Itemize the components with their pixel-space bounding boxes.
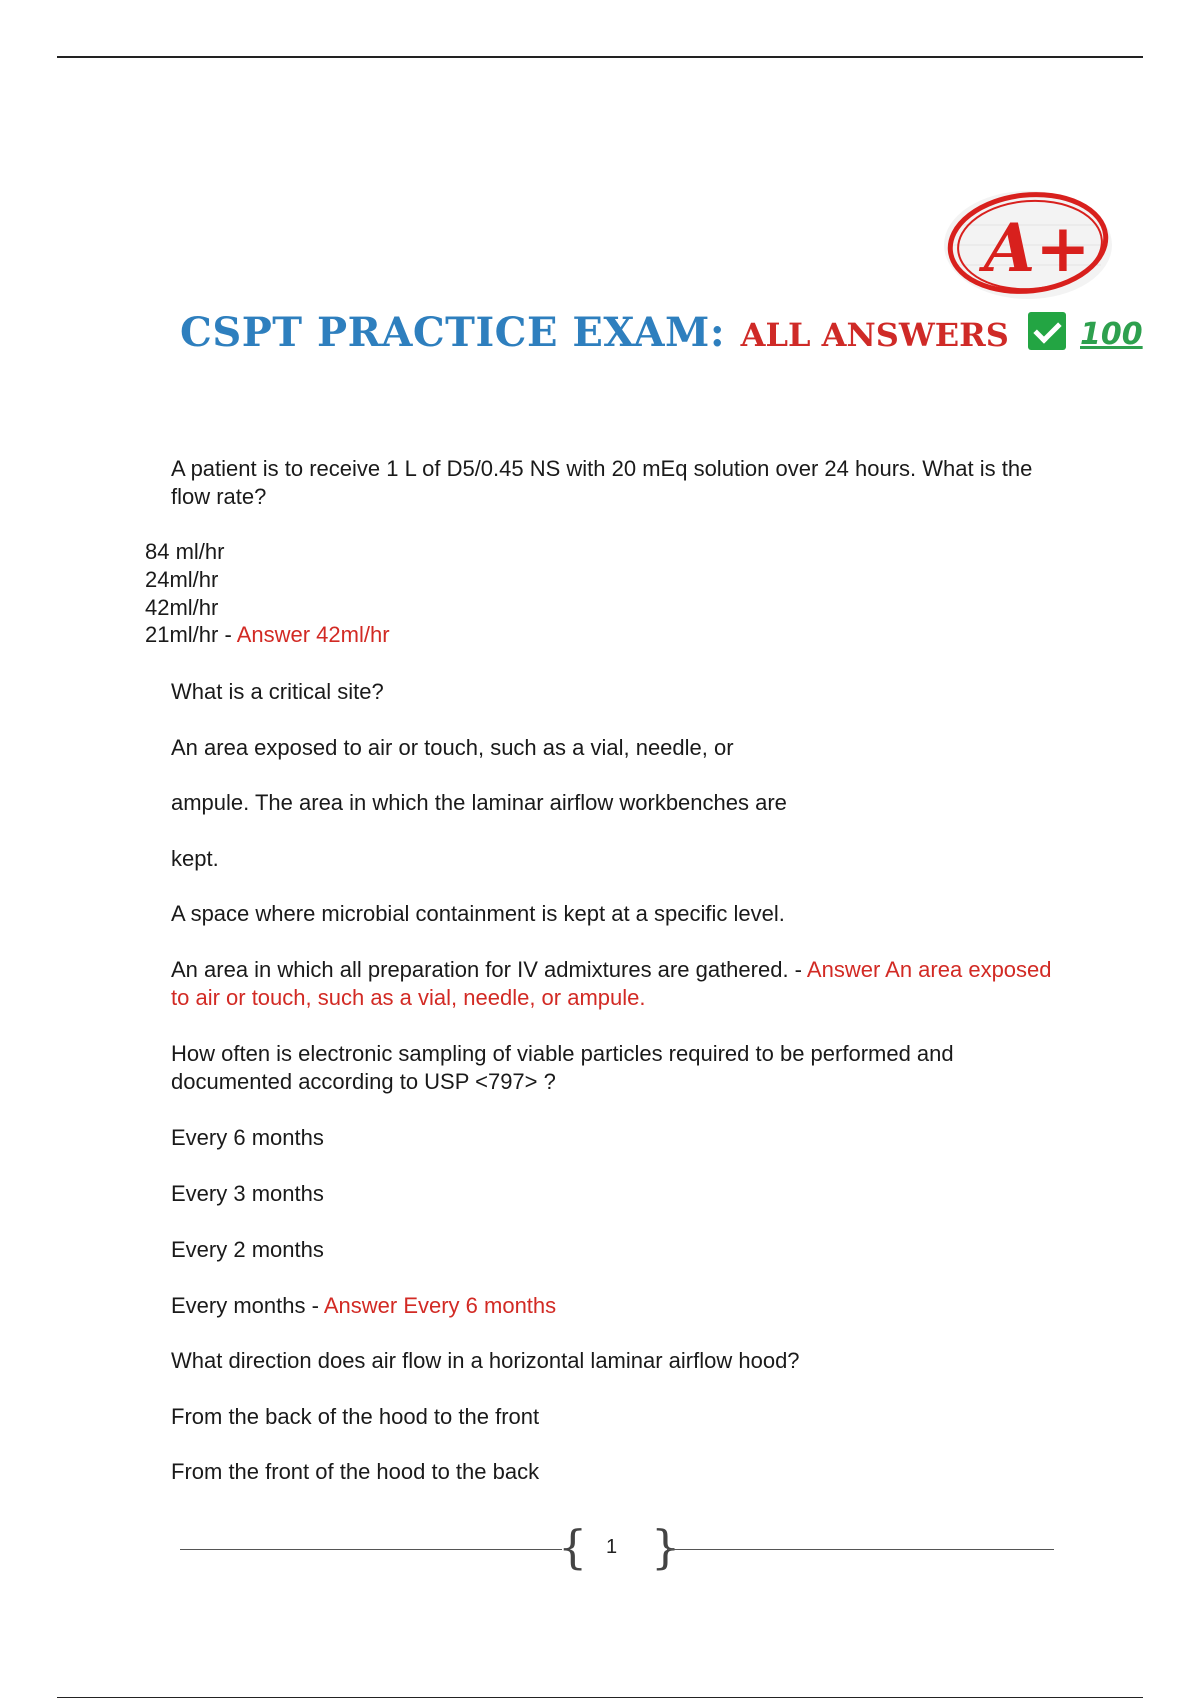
a-plus-grade-stamp-icon [936,185,1116,305]
option-text: ampule. The area in which the laminar airflow workbenches are [171,790,787,815]
option-text: A space where microbial containment is kept at a specific level. [171,901,785,926]
option-text: Every 2 months [171,1237,324,1262]
option-text: From the back of the hood to the front [171,1404,540,1429]
question-text: What is a critical site? [171,679,384,704]
option-with-answer [171,956,1071,1012]
white-check-mark-icon [1028,312,1066,350]
option-text: Every 6 months [171,1125,324,1150]
top-rule [57,56,1143,58]
document-title [180,309,1143,356]
option-text: 42ml/hr [145,595,219,620]
option-text: An area in which all preparation for IV admixtures are gathered. - [171,957,807,982]
title-main: CSPT PRACTICE EXAM: [180,309,726,356]
question-text: How often is electronic sampling of viable particles required to be performed and documented according to USP <797> ? [171,1041,954,1094]
option-with-answer [145,621,1045,649]
answer-text: Answer 42ml/hr [236,622,390,647]
option-text: 21ml/hr - [145,622,237,647]
hundred-points-icon: 100 [1080,317,1143,352]
left-brace-icon: { [558,1520,588,1574]
question-text: A patient is to receive 1 L of D5/0.45 NS with 20 mEq solution over 24 hours. What is the flow rate? [171,456,1033,509]
option-text: Every months - [171,1293,324,1318]
title-sub: ALL ANSWERS [740,316,1009,354]
answer-text: Answer An area exposed to air or touch, such as a vial, needle, or ampule. [171,957,1052,1010]
option-with-answer [171,1292,1071,1320]
option-text: An area exposed to air or touch, such as a vial, needle, or [171,735,734,760]
option-text: kept. [171,846,219,871]
footer-right-line [667,1549,1054,1550]
question-text: What direction does air flow in a horizontal laminar airflow hood? [171,1348,800,1373]
right-brace-icon: } [651,1520,681,1574]
answer-text: Answer Every 6 months [323,1293,557,1318]
option-text: From the front of the hood to the back [171,1459,540,1484]
option-text: Every 3 months [171,1181,324,1206]
option-text: 24ml/hr [145,567,219,592]
option-text: 84 ml/hr [145,539,225,564]
bottom-rule [57,1697,1143,1698]
footer-left-line [180,1549,562,1550]
page-number: 1 [606,1536,618,1558]
stamp-text: A+ [984,209,1091,287]
